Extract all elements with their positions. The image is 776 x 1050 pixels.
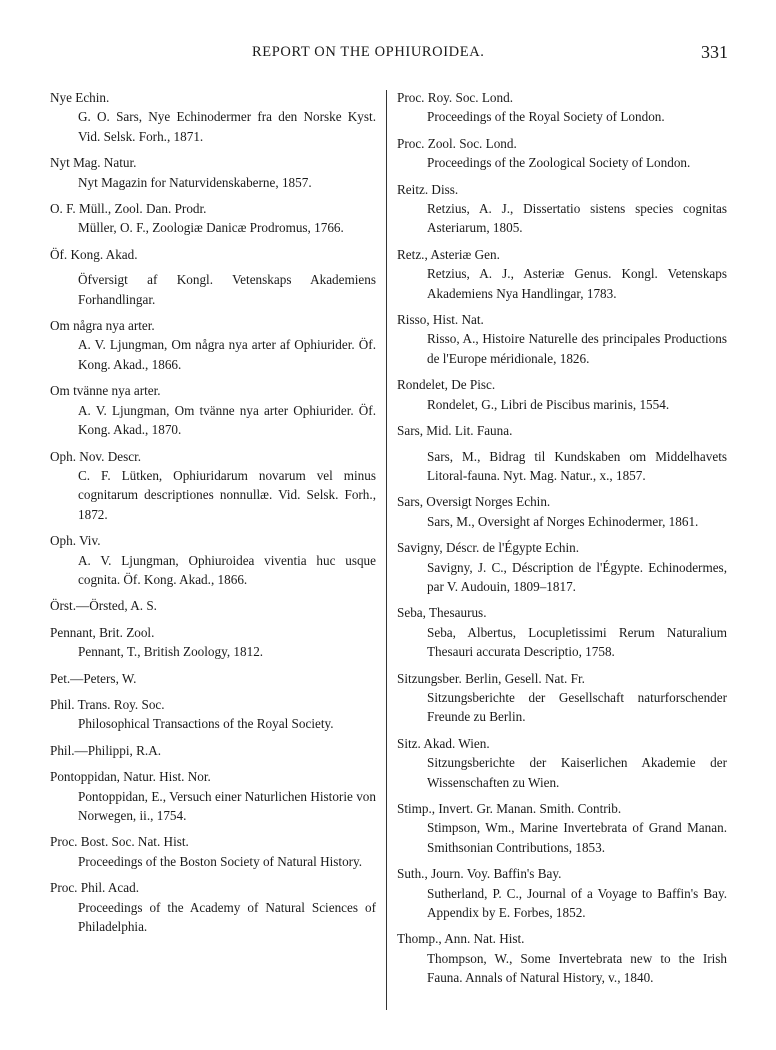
entry-description: Sars, M., Oversight af Norges Echinodermer, 1861. (427, 513, 699, 529)
entry-description: Risso, A., Histoire Naturelle des principales Productions de l'Europe méridionale, 1826. (427, 331, 727, 366)
entry-description: Stimpson, Wm., Marine Invertebrata of Grand Manan. Smithsonian Contributions, 1853. (427, 820, 727, 855)
entry-abbreviation: Suth., Journ. Voy. Baffin's Bay. (397, 866, 562, 882)
bibliography-entry (50, 88, 376, 146)
bibliography-entry (50, 878, 376, 936)
bibliography-entry (397, 134, 727, 173)
entry-description: Müller, O. F., Zoologiæ Danicæ Prodromus, 1766. (78, 220, 344, 236)
entry-abbreviation: Sars, Mid. Lit. Fauna. (397, 423, 513, 439)
entry-description: G. O. Sars, Nye Echinodermer fra den Norske Kyst. Vid. Selsk. Forh., 1871. (78, 109, 376, 144)
bibliography-entry (50, 199, 376, 238)
entry-description: Philosophical Transactions of the Royal Society. (78, 716, 334, 732)
entry-abbreviation: Öf. Kong. Akad. (50, 246, 138, 262)
entry-abbreviation: Örst.—Örsted, A. S. (50, 598, 157, 614)
bibliography-entry (397, 799, 727, 857)
column-divider (386, 90, 387, 1010)
entry-description: Sutherland, P. C., Journal of a Voyage to Baffin's Bay. Appendix by E. Forbes, 1852. (427, 885, 727, 921)
bibliography-entry (397, 929, 727, 987)
right-column (397, 88, 727, 995)
entry-description: C. F. Lütken, Ophiuridarum novarum vel minus cognitarum descriptiones nonnullæ. Vid. Selsk. Forh., 1872. (78, 467, 376, 522)
running-head (0, 44, 776, 68)
entry-description: Öfversigt af Kongl. Vetenskaps Akademiens Forhandlingar. (78, 272, 376, 307)
bibliography-entry (50, 596, 376, 615)
entry-description: A. V. Ljungman, Om några nya arter af Ophiurider. Öf. Kong. Akad., 1866. (78, 337, 376, 372)
bibliography-entry (397, 492, 727, 531)
entry-abbreviation: Pet.—Peters, W. (50, 670, 137, 686)
entry-abbreviation: O. F. Müll., Zool. Dan. Prodr. (50, 201, 207, 217)
entry-abbreviation: Proc. Phil. Acad. (50, 880, 140, 896)
entry-description: Retzius, A. J., Asteriæ Genus. Kongl. Vetenskaps Akademiens Nya Handlingar, 1783. (427, 266, 727, 301)
entry-description: Thompson, W., Some Invertebrata new to the Irish Fauna. Annals of Natural History, v., 1840. (427, 950, 727, 986)
bibliography-entry (397, 669, 727, 727)
bibliography-entry (397, 245, 727, 303)
entry-description: Proceedings of the Academy of Natural Sciences of Philadelphia. (78, 899, 376, 935)
entry-abbreviation: Sitzungsber. Berlin, Gesell. Nat. Fr. (397, 670, 585, 686)
entry-abbreviation: Savigny, Déscr. de l'Égypte Echin. (397, 540, 580, 556)
entry-description: Nyt Magazin for Naturvidenskaberne, 1857. (78, 174, 312, 190)
entry-description: Pennant, T., British Zoology, 1812. (78, 644, 264, 660)
entry-abbreviation: Oph. Nov. Descr. (50, 448, 142, 464)
bibliography-entry (397, 375, 727, 414)
entry-abbreviation: Nye Echin. (50, 90, 110, 105)
entry-description: Savigny, J. C., Déscription de l'Égypte. Echinodermes, par V. Audouin, 1809–1817. (427, 559, 727, 594)
entry-abbreviation: Retz., Asteriæ Gen. (397, 246, 500, 262)
bibliography-entry (397, 310, 727, 368)
entry-abbreviation: Pontoppidan, Natur. Hist. Nor. (50, 769, 211, 785)
page-number: 331 (701, 42, 728, 62)
entry-description: Sitzungsberichte der Gesellschaft naturforschender Freunde zu Berlin. (427, 689, 727, 725)
bibliography-entry (50, 316, 376, 374)
entry-abbreviation: Oph. Viv. (50, 533, 101, 549)
bibliography-entry (397, 603, 727, 661)
bibliography-entry (50, 245, 376, 309)
bibliography-entry (50, 447, 376, 525)
entry-description: Retzius, A. J., Dissertatio sistens species cognitas Asteriarum, 1805. (427, 201, 727, 236)
bibliography-entry (397, 734, 727, 792)
bibliography-entry (50, 832, 376, 871)
entry-abbreviation: Nyt Mag. Natur. (50, 155, 137, 171)
bibliography-entry (50, 741, 376, 760)
bibliography-entry (397, 538, 727, 596)
bibliography-entry (397, 864, 727, 922)
bibliography-entry (397, 421, 727, 485)
left-column (50, 88, 376, 943)
entry-description: Sitzungsberichte der Kaiserlichen Akademie der Wissenschaften zu Wien. (427, 755, 727, 790)
entry-description: A. V. Ljungman, Om tvänne nya arter Ophiurider. Öf. Kong. Akad., 1870. (78, 402, 376, 438)
entry-abbreviation: Phil. Trans. Roy. Soc. (50, 696, 165, 712)
entry-description: Sars, M., Bidrag til Kundskaben om Middelhavets Litoral-fauna. Nyt. Mag. Natur., x., 1857. (427, 448, 727, 483)
entry-description: A. V. Ljungman, Ophiuroidea viventia huc usque cognita. Öf. Kong. Akad., 1866. (78, 552, 376, 587)
bibliography-entry (50, 669, 376, 688)
entry-description: Seba, Albertus, Locupletissimi Rerum Naturalium Thesauri accurata Descriptio, 1758. (427, 624, 727, 660)
entry-abbreviation: Pennant, Brit. Zool. (50, 624, 155, 640)
entry-abbreviation: Stimp., Invert. Gr. Manan. Smith. Contrib. (397, 801, 622, 816)
entry-description: Rondelet, G., Libri de Piscibus marinis, 1554. (427, 396, 670, 412)
entry-abbreviation: Proc. Zool. Soc. Lond. (397, 135, 517, 151)
entry-description: Proceedings of the Zoological Society of London. (427, 155, 691, 171)
bibliography-entry (397, 88, 727, 127)
entry-abbreviation: Seba, Thesaurus. (397, 605, 487, 621)
entry-description: Proceedings of the Boston Society of Natural History. (78, 853, 363, 869)
bibliography-entry (50, 767, 376, 825)
bibliography-entry (50, 153, 376, 192)
entry-abbreviation: Sars, Oversigt Norges Echin. (397, 494, 551, 510)
entry-abbreviation: Proc. Roy. Soc. Lond. (397, 90, 513, 105)
entry-abbreviation: Rondelet, De Pisc. (397, 377, 496, 393)
entry-abbreviation: Thomp., Ann. Nat. Hist. (397, 931, 525, 947)
entry-abbreviation: Sitz. Akad. Wien. (397, 735, 490, 751)
entry-abbreviation: Om tvänne nya arter. (50, 383, 161, 399)
bibliography-entry (397, 180, 727, 238)
entry-abbreviation: Proc. Bost. Soc. Nat. Hist. (50, 834, 189, 850)
entry-description: Pontoppidan, E., Versuch einer Naturlichen Historie von Norwegen, ii., 1754. (78, 788, 376, 823)
bibliography-entry (50, 381, 376, 439)
bibliography-entry (50, 623, 376, 662)
entry-abbreviation: Risso, Hist. Nat. (397, 312, 484, 328)
entry-abbreviation: Phil.—Philippi, R.A. (50, 742, 162, 758)
bibliography-entry (50, 695, 376, 734)
entry-abbreviation: Reitz. Diss. (397, 181, 459, 197)
page-title: REPORT ON THE OPHIUROIDEA. (252, 44, 485, 60)
entry-abbreviation: Om några nya arter. (50, 318, 155, 334)
entry-description: Proceedings of the Royal Society of London. (427, 109, 665, 125)
bibliography-entry (50, 531, 376, 589)
